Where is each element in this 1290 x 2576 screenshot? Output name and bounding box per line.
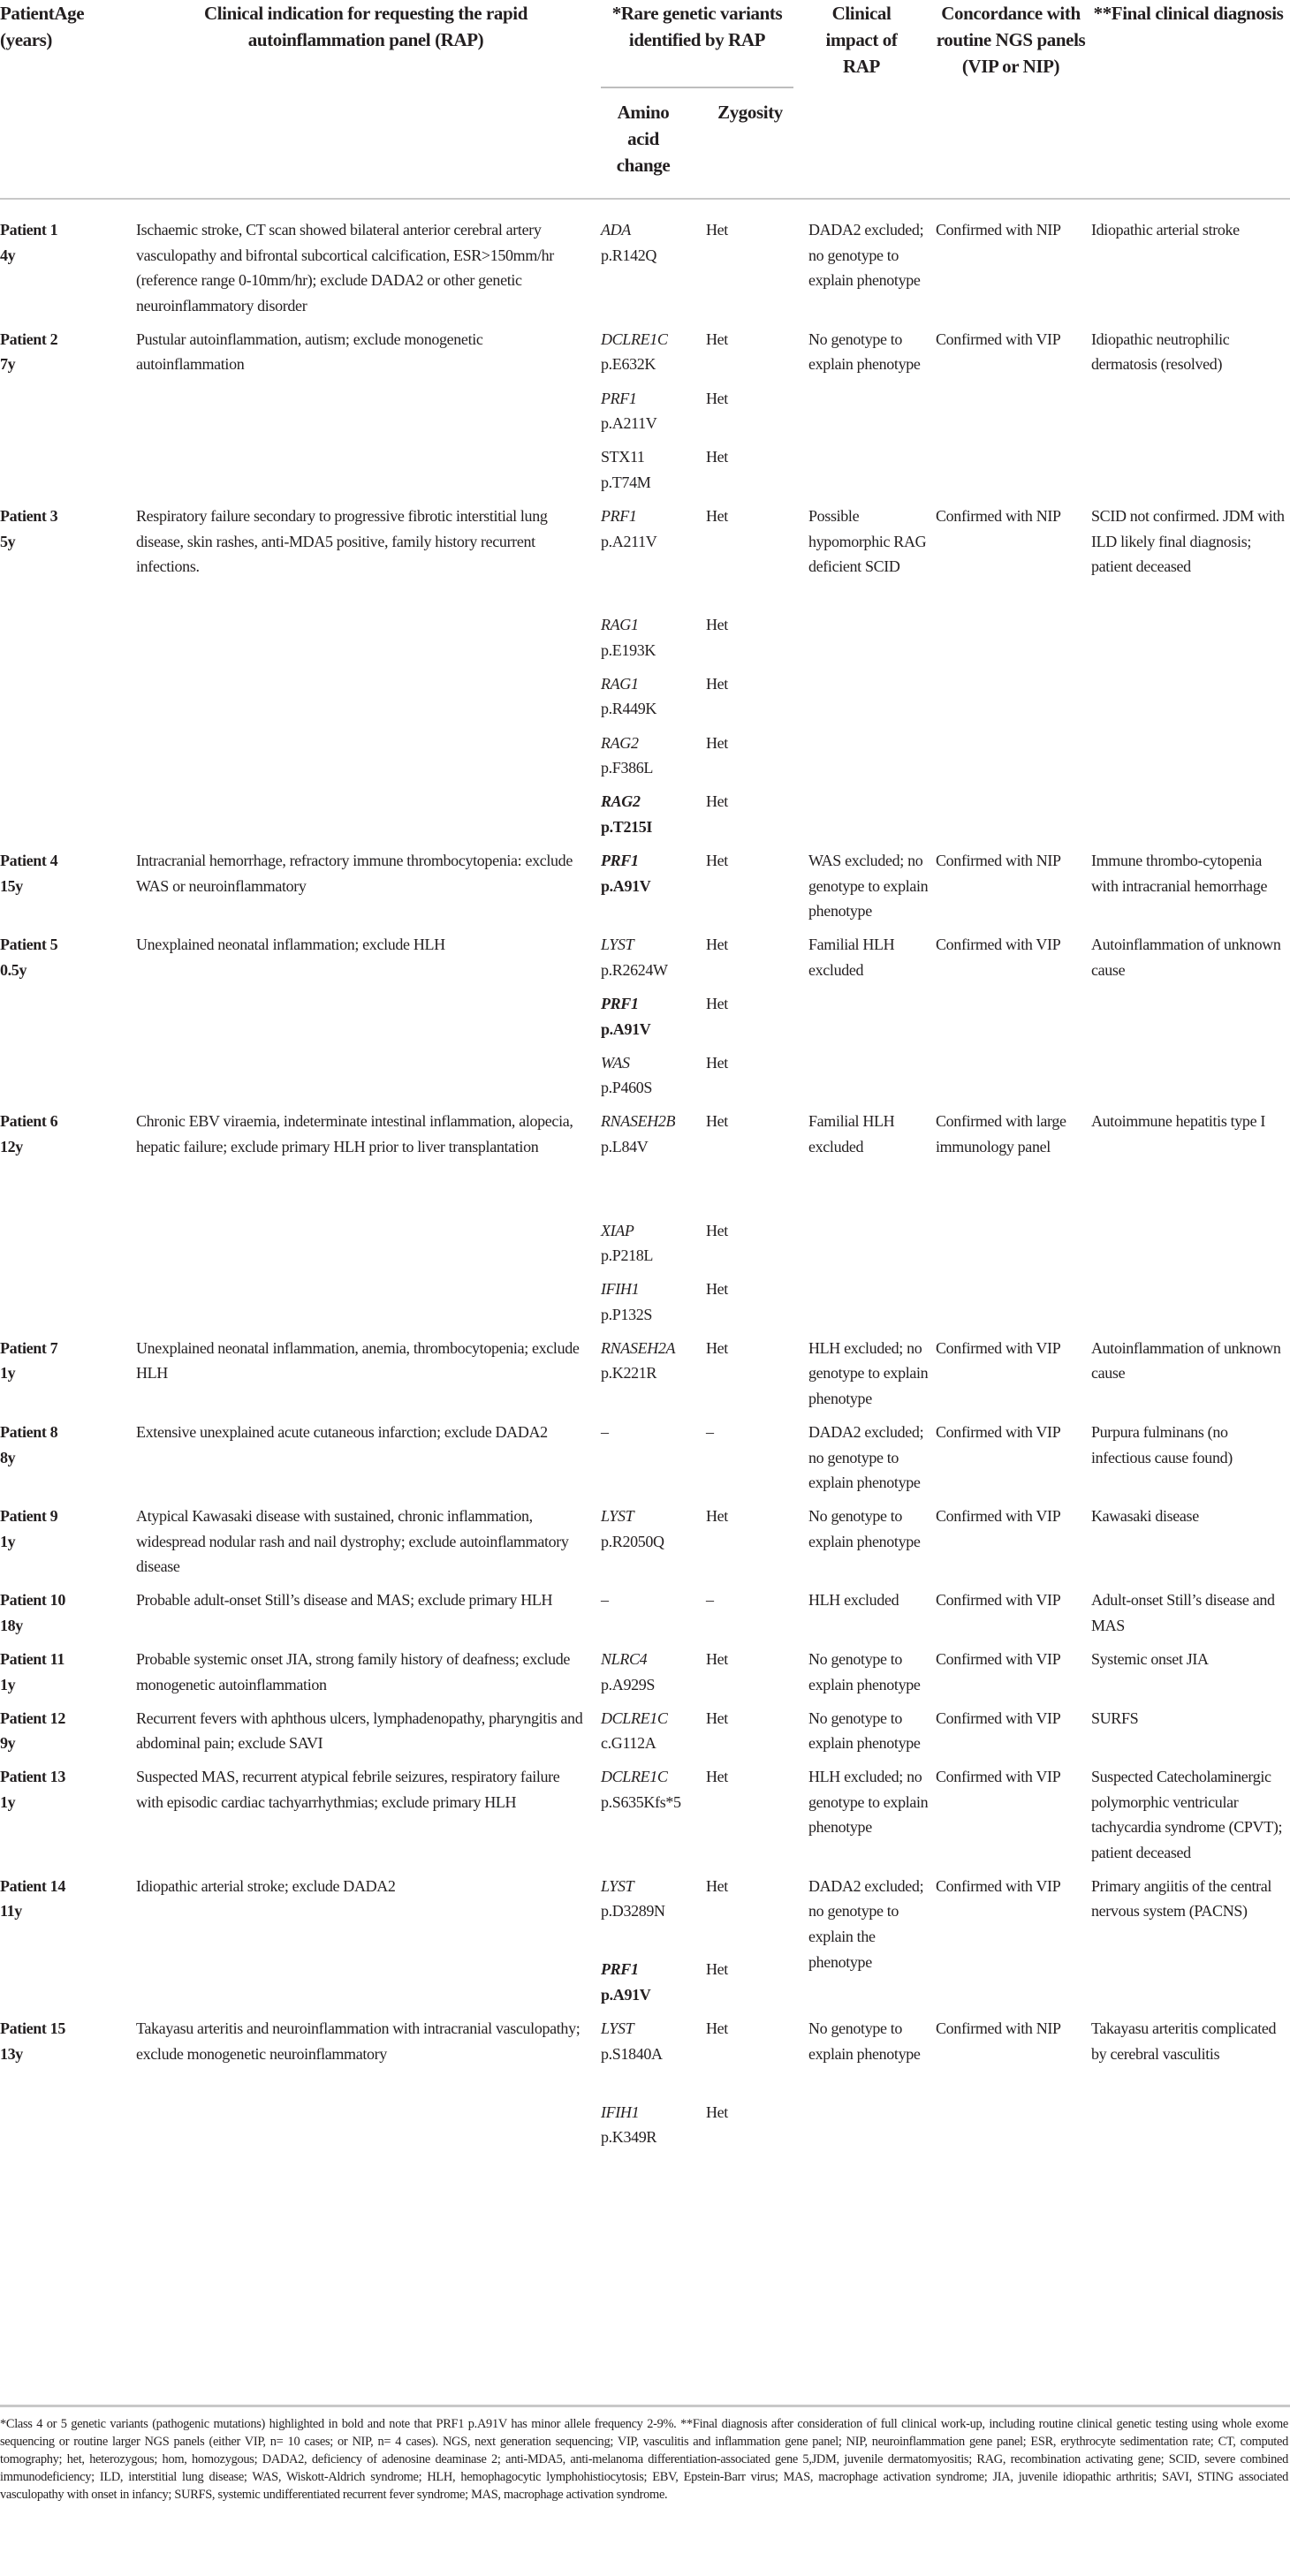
patient-cell xyxy=(0,1764,136,1865)
protein-change: p.R2624W xyxy=(601,960,668,979)
variants-cell xyxy=(601,327,808,496)
clinical-impact: Possible hypomorphic RAG deficient SCID xyxy=(808,506,927,576)
gene-name: ADA xyxy=(601,221,631,239)
amino-acid-change xyxy=(601,671,706,722)
protein-change: p.S1840A xyxy=(601,2044,663,2063)
gene-name: DCLRE1C xyxy=(601,1768,668,1786)
final-diagnosis: Takayasu arteritis complicated by cerebral vasculitis xyxy=(1091,2019,1277,2063)
table-row xyxy=(0,1109,1290,1336)
protein-change: p.A91V xyxy=(601,1986,651,2004)
amino-acid-change xyxy=(601,444,706,495)
zygosity: Het xyxy=(706,1280,728,1299)
zygosity: Het xyxy=(706,1649,728,1668)
zygosity: Het xyxy=(706,674,728,693)
clinical-impact: DADA2 excluded; no genotype to explain the phenotype xyxy=(808,1876,924,1971)
patient-cell xyxy=(0,848,136,924)
amino-acid-change xyxy=(601,1587,706,1638)
final-diagnosis: Idiopathic arterial stroke xyxy=(1091,221,1240,239)
gene-name: LYST xyxy=(601,2019,634,2038)
table-row xyxy=(0,2016,1290,2158)
patient-label: Patient 7 xyxy=(0,1338,58,1357)
variant-entry xyxy=(601,1277,808,1327)
ngs-concordance: Confirmed with VIP xyxy=(936,1423,1061,1442)
patient-label: Patient 6 xyxy=(0,1112,58,1131)
variant-entry xyxy=(601,1050,808,1101)
header-impact: Clinical impact of RAP xyxy=(825,3,898,77)
variant-entry xyxy=(601,1957,808,2007)
clinical-indication: Pustular autoinflammation, autism; exclude monogenetic autoinflammation xyxy=(136,330,483,374)
zygosity: Het xyxy=(706,1768,728,1786)
ngs-concordance: Confirmed with VIP xyxy=(936,936,1061,954)
table-footnote: *Class 4 or 5 genetic variants (pathogenic mutations) highlighted in bold and note that PRF1 p.A91V has minor allele frequency 2-9%. **Final diagnosis after consideration of full clinical work-up, including routine clinical genetic testing using whole exome sequencing or routine larger NGS panels (either VIP, n= 10 cases; or NIP, n= 4 cases). NGS, next generation sequencing; VIP, vasculitis and inflammation gene panel; NIP, neuroinflammation gene panel; ESR, erythrocyte sedimentation rate; CT, computed tomography; het, heterozygous; hom, homozygous; DADA2, deficiency of adenosine deaminase 2; anti-MDA5, anti-melanoma differentiation-associated gene 5,JDM, juvenile dermatomyositis; RAG, recombination activating gene; SCID, severe combined immunodeficiency; ILD, interstitial lung disease; WAS, Wiskott-Aldrich syndrome; HLH, hemophagocytic lymphohistiocytosis; EBV, Epstein-Barr virus; MAS, macrophage activation syndrome; JIA, juvenile idiopathic arthritis; SAVI, STING associated vasculopathy with onset in infancy; SURFS, systemic undifferentiated recurrent fever syndrome; MAS, macrophage activation syndrome. xyxy=(0,2417,1288,2502)
variant-entry xyxy=(601,504,808,604)
header-patient-age: PatientAge (years) xyxy=(0,3,85,50)
clinical-impact: No genotype to explain phenotype xyxy=(808,1649,921,1693)
protein-change: p.A211V xyxy=(601,414,657,433)
zygosity: Het xyxy=(706,2019,728,2038)
header-diagnosis: **Final clinical diagnosis xyxy=(1093,3,1284,24)
ngs-concordance: Confirmed with large immunology panel xyxy=(936,1112,1066,1155)
variant-entry xyxy=(601,217,808,268)
clinical-indication: Probable adult-onset Still’s disease and MAS; exclude primary HLH xyxy=(136,1591,553,1610)
table-row xyxy=(0,1764,1290,1874)
clinical-indication: Suspected MAS, recurrent atypical febrile seizures, respiratory failure with episodic cardiac tachyarrhythmias; exclude primary HLH xyxy=(136,1768,560,1811)
amino-acid-change xyxy=(601,1874,706,1949)
zygosity: Het xyxy=(706,1221,728,1239)
patient-label: Patient 5 xyxy=(0,936,58,954)
amino-acid-change xyxy=(601,1764,706,1815)
protein-change: p.K349R xyxy=(601,2128,657,2147)
gene-name: – xyxy=(601,1423,609,1442)
protein-change: p.R142Q xyxy=(601,246,657,264)
ngs-concordance: Confirmed with VIP xyxy=(936,1338,1061,1357)
table-header xyxy=(0,0,1290,200)
gene-name: IFIH1 xyxy=(601,1280,640,1299)
variants-cell xyxy=(601,1587,808,1638)
final-diagnosis: Autoinflammation of unknown cause xyxy=(1091,1338,1281,1383)
amino-acid-change xyxy=(601,327,706,377)
protein-change: p.L84V xyxy=(601,1137,649,1155)
zygosity: Het xyxy=(706,389,728,407)
amino-acid-change xyxy=(601,2100,706,2150)
variants-cell xyxy=(601,217,808,318)
protein-change: p.F386L xyxy=(601,759,654,777)
final-diagnosis: Kawasaki disease xyxy=(1091,1507,1199,1526)
header-amino-acid: Amino acid change xyxy=(616,102,671,176)
final-diagnosis: Autoimmune hepatitis type I xyxy=(1091,1112,1266,1131)
patient-age: 11y xyxy=(0,1902,22,1921)
gene-name: RAG2 xyxy=(601,792,641,811)
clinical-indication: Chronic EBV viraemia, indeterminate intestinal inflammation, alopecia, hepatic failure; exclude primary HLH prior to liver transplantation xyxy=(136,1112,573,1155)
variant-entry xyxy=(601,1504,808,1554)
patient-age: 8y xyxy=(0,1448,16,1466)
zygosity: Het xyxy=(706,2102,728,2121)
table-bottom-divider xyxy=(0,2405,1290,2407)
zygosity: Het xyxy=(706,448,728,466)
protein-change: p.P218L xyxy=(601,1246,654,1265)
table-row xyxy=(0,1647,1290,1706)
protein-change: p.R449K xyxy=(601,700,657,718)
patient-age: 15y xyxy=(0,876,23,895)
zygosity: Het xyxy=(706,1053,728,1072)
gene-name: PRF1 xyxy=(601,994,639,1012)
patient-cell xyxy=(0,2016,136,2150)
variant-entry xyxy=(601,1587,808,1638)
protein-change: p.A91V xyxy=(601,1019,651,1038)
table-row xyxy=(0,217,1290,327)
table-row xyxy=(0,1420,1290,1504)
clinical-impact: HLH excluded; no genotype to explain phenotype xyxy=(808,1338,929,1408)
variant-entry xyxy=(601,848,808,898)
protein-change: p.P132S xyxy=(601,1305,653,1323)
clinical-impact: No genotype to explain phenotype xyxy=(808,2019,921,2063)
patient-age: 18y xyxy=(0,1616,23,1634)
header-indication: Clinical indication for requesting the rapid autoinflammation panel (RAP) xyxy=(203,3,528,50)
amino-acid-change xyxy=(601,731,706,781)
patient-cell xyxy=(0,504,136,840)
patient-label: Patient 15 xyxy=(0,2019,65,2038)
amino-acid-change xyxy=(601,217,706,268)
clinical-indication: Respiratory failure secondary to progressive fibrotic interstitial lung disease, skin rashes, anti-MDA5 positive, family history recurrent infections. xyxy=(136,506,548,576)
amino-acid-change xyxy=(601,1420,706,1470)
gene-name: RAG2 xyxy=(601,733,639,752)
ngs-concordance: Confirmed with NIP xyxy=(936,852,1061,870)
amino-acid-change xyxy=(601,848,706,898)
protein-change: p.E193K xyxy=(601,640,656,659)
patient-age: 1y xyxy=(0,1792,16,1811)
gene-name: RAG1 xyxy=(601,674,639,693)
patient-label: Patient 10 xyxy=(0,1591,65,1610)
ngs-concordance: Confirmed with VIP xyxy=(936,330,1061,348)
gene-name: – xyxy=(601,1591,609,1610)
variants-cell xyxy=(601,1706,808,1756)
clinical-indication: Idiopathic arterial stroke; exclude DADA2 xyxy=(136,1876,396,1895)
zygosity: – xyxy=(706,1591,714,1610)
protein-change: p.T74M xyxy=(601,473,651,491)
variants-cell xyxy=(601,1874,808,2008)
gene-name: LYST xyxy=(601,1507,634,1526)
patient-age: 0.5y xyxy=(0,960,27,979)
variant-entry xyxy=(601,1647,808,1697)
protein-change: p.P460S xyxy=(601,1079,653,1097)
final-diagnosis: Systemic onset JIA xyxy=(1091,1649,1209,1668)
variants-cell xyxy=(601,504,808,840)
patient-age: 13y xyxy=(0,2044,23,2063)
clinical-indication: Unexplained neonatal inflammation, anemia, thrombocytopenia; exclude HLH xyxy=(136,1338,580,1383)
patient-age: 4y xyxy=(0,246,16,264)
table-row xyxy=(0,1504,1290,1587)
final-diagnosis: Primary angiitis of the central nervous system (PACNS) xyxy=(1091,1876,1272,1921)
header-rare-variants: *Rare genetic variants identified by RAP xyxy=(611,3,783,50)
ngs-concordance: Confirmed with NIP xyxy=(936,221,1061,239)
clinical-impact: No genotype to explain phenotype xyxy=(808,330,921,374)
variant-entry xyxy=(601,2100,808,2150)
patient-age: 9y xyxy=(0,1734,16,1753)
gene-name: XIAP xyxy=(601,1221,634,1239)
variant-entry xyxy=(601,1874,808,1949)
amino-acid-change xyxy=(601,1647,706,1697)
header-concordance: Concordance with routine NGS panels (VIP or NIP) xyxy=(936,3,1086,77)
zygosity: Het xyxy=(706,616,728,634)
protein-change: p.A929S xyxy=(601,1675,656,1693)
protein-change: p.D3289N xyxy=(601,1902,665,1921)
variants-cell xyxy=(601,932,808,1101)
clinical-indication: Takayasu arteritis and neuroinflammation with intracranial vasculopathy; exclude monogenetic neuroinflammatory xyxy=(136,2019,580,2063)
patient-age: 1y xyxy=(0,1532,16,1550)
zygosity: Het xyxy=(706,506,728,525)
patient-label: Patient 8 xyxy=(0,1423,58,1442)
variants-cell xyxy=(601,1420,808,1496)
patient-label: Patient 12 xyxy=(0,1708,65,1727)
clinical-indication: Extensive unexplained acute cutaneous infarction; exclude DADA2 xyxy=(136,1423,548,1442)
ngs-concordance: Confirmed with VIP xyxy=(936,1591,1061,1610)
amino-acid-change xyxy=(601,1109,706,1209)
ngs-concordance: Confirmed with VIP xyxy=(936,1708,1061,1727)
gene-name: DCLRE1C xyxy=(601,1708,668,1727)
header-divider xyxy=(0,198,1290,200)
zygosity: Het xyxy=(706,1338,728,1357)
table-row xyxy=(0,327,1290,504)
clinical-indication: Unexplained neonatal inflammation; exclude HLH xyxy=(136,936,445,954)
gene-name: PRF1 xyxy=(601,1960,639,1979)
variant-entry xyxy=(601,671,808,722)
zygosity: Het xyxy=(706,994,728,1012)
final-diagnosis: Idiopathic neutrophilic dermatosis (resolved) xyxy=(1091,330,1230,374)
variants-cell xyxy=(601,2016,808,2150)
amino-acid-change xyxy=(601,789,706,839)
patient-cell xyxy=(0,217,136,318)
protein-change: p.E632K xyxy=(601,355,656,374)
table-row xyxy=(0,1874,1290,2016)
table-row xyxy=(0,504,1290,848)
amino-acid-change xyxy=(601,1277,706,1327)
zygosity: Het xyxy=(706,936,728,954)
patient-label: Patient 11 xyxy=(0,1649,64,1668)
patient-age: 12y xyxy=(0,1137,23,1155)
ngs-concordance: Confirmed with NIP xyxy=(936,506,1061,525)
clinical-impact: Familial HLH excluded xyxy=(808,936,895,979)
gene-name: RAG1 xyxy=(601,616,639,634)
protein-change: c.G112A xyxy=(601,1734,656,1753)
patient-cell xyxy=(0,932,136,1101)
patient-cell xyxy=(0,1587,136,1638)
patient-label: Patient 2 xyxy=(0,330,58,348)
table-row xyxy=(0,1706,1290,1765)
zygosity: Het xyxy=(706,330,728,348)
table-row xyxy=(0,1587,1290,1647)
amino-acid-change xyxy=(601,1336,706,1386)
variant-entry xyxy=(601,2016,808,2091)
final-diagnosis: SCID not confirmed. JDM with ILD likely final diagnosis; patient deceased xyxy=(1091,506,1285,576)
variant-entry xyxy=(601,991,808,1042)
protein-change: p.S635Kfs*5 xyxy=(601,1792,681,1811)
zygosity: Het xyxy=(706,1708,728,1727)
variant-entry xyxy=(601,1420,808,1470)
variant-entry xyxy=(601,612,808,663)
ngs-concordance: Confirmed with NIP xyxy=(936,2019,1061,2038)
amino-acid-change xyxy=(601,612,706,663)
gene-name: NLRC4 xyxy=(601,1649,648,1668)
protein-change: p.A91V xyxy=(601,876,651,895)
clinical-impact: No genotype to explain phenotype xyxy=(808,1507,921,1550)
variants-cell xyxy=(601,1647,808,1697)
zygosity: Het xyxy=(706,1507,728,1526)
zygosity: Het xyxy=(706,221,728,239)
patient-label: Patient 1 xyxy=(0,221,58,239)
variant-entry xyxy=(601,327,808,377)
variant-entry xyxy=(601,932,808,982)
ngs-concordance: Confirmed with VIP xyxy=(936,1649,1061,1668)
gene-name: PRF1 xyxy=(601,389,637,407)
table-row xyxy=(0,848,1290,932)
patient-cell xyxy=(0,327,136,496)
zygosity: – xyxy=(706,1423,714,1442)
amino-acid-change xyxy=(601,1050,706,1101)
patient-age: 5y xyxy=(0,532,16,550)
patient-cell xyxy=(0,1706,136,1756)
gene-name: PRF1 xyxy=(601,506,637,525)
patient-cell xyxy=(0,1336,136,1412)
variants-cell xyxy=(601,1504,808,1580)
patient-cell xyxy=(0,1420,136,1496)
gene-name: DCLRE1C xyxy=(601,330,668,348)
gene-name: LYST xyxy=(601,936,634,954)
amino-acid-change xyxy=(601,2016,706,2091)
patient-age: 7y xyxy=(0,355,16,374)
gene-name: RNASEH2A xyxy=(601,1338,676,1357)
variants-cell xyxy=(601,1764,808,1865)
zygosity: Het xyxy=(706,733,728,752)
zygosity: Het xyxy=(706,852,728,870)
amino-acid-change xyxy=(601,991,706,1042)
ngs-concordance: Confirmed with VIP xyxy=(936,1768,1061,1786)
patient-age: 1y xyxy=(0,1675,16,1693)
variant-entry xyxy=(601,789,808,839)
clinical-impact: DADA2 excluded; no genotype to explain phenotype xyxy=(808,1423,924,1492)
amino-acid-change xyxy=(601,932,706,982)
variants-cell xyxy=(601,1336,808,1412)
variant-entry xyxy=(601,1218,808,1269)
final-diagnosis: Immune thrombo-cytopenia with intracranial hemorrhage xyxy=(1091,852,1268,895)
clinical-impact: HLH excluded xyxy=(808,1591,899,1610)
amino-acid-change xyxy=(601,386,706,436)
final-diagnosis: SURFS xyxy=(1091,1708,1139,1727)
zygosity: Het xyxy=(706,1112,728,1131)
variant-entry xyxy=(601,444,808,495)
protein-change: p.A211V xyxy=(601,532,657,550)
protein-change: p.R2050Q xyxy=(601,1532,664,1550)
header-zygosity: Zygosity xyxy=(717,102,783,123)
variants-cell xyxy=(601,1109,808,1327)
variant-entry xyxy=(601,1706,808,1756)
gene-name: STX11 xyxy=(601,448,645,466)
amino-acid-change xyxy=(601,1706,706,1756)
patient-label: Patient 9 xyxy=(0,1507,58,1526)
patient-label: Patient 3 xyxy=(0,506,58,525)
clinical-impact: DADA2 excluded; no genotype to explain phenotype xyxy=(808,221,924,290)
clinical-impact: No genotype to explain phenotype xyxy=(808,1708,921,1753)
ngs-concordance: Confirmed with VIP xyxy=(936,1876,1061,1895)
clinical-impact: HLH excluded; no genotype to explain phenotype xyxy=(808,1768,929,1837)
clinical-indication: Ischaemic stroke, CT scan showed bilateral anterior cerebral artery vasculopathy and bifrontal subcortical calcification, ESR>150mm/hr (reference range 0-10mm/hr); exclude DADA2 or other genetic neuroinflammatory disorder xyxy=(136,221,554,314)
amino-acid-change xyxy=(601,504,706,604)
zygosity: Het xyxy=(706,792,728,811)
final-diagnosis: Autoinflammation of unknown cause xyxy=(1091,936,1281,979)
table-row xyxy=(0,932,1290,1109)
variant-entry xyxy=(601,731,808,781)
variant-entry xyxy=(601,1109,808,1209)
patient-label: Patient 13 xyxy=(0,1768,65,1786)
header-span-rule xyxy=(601,87,793,88)
amino-acid-change xyxy=(601,1218,706,1269)
clinical-impact: Familial HLH excluded xyxy=(808,1112,895,1155)
protein-change: p.K221R xyxy=(601,1364,657,1383)
gene-name: PRF1 xyxy=(601,852,639,870)
patient-age: 1y xyxy=(0,1364,16,1383)
ngs-concordance: Confirmed with VIP xyxy=(936,1507,1061,1526)
amino-acid-change xyxy=(601,1504,706,1554)
table-row xyxy=(0,1336,1290,1420)
gene-name: RNASEH2B xyxy=(601,1112,676,1131)
clinical-impact: WAS excluded; no genotype to explain phenotype xyxy=(808,852,929,921)
protein-change: p.T215I xyxy=(601,818,653,837)
final-diagnosis: Purpura fulminans (no infectious cause found) xyxy=(1091,1423,1233,1466)
variant-entry xyxy=(601,1764,808,1815)
patient-cell xyxy=(0,1647,136,1697)
gene-name: WAS xyxy=(601,1053,630,1072)
clinical-indication: Recurrent fevers with aphthous ulcers, lymphadenopathy, pharyngitis and abdominal pain; exclude SAVI xyxy=(136,1708,583,1753)
table-body xyxy=(0,217,1290,2158)
variants-cell xyxy=(601,848,808,924)
variant-entry xyxy=(601,386,808,436)
final-diagnosis: Suspected Catecholaminergic polymorphic ventricular tachycardia syndrome (CPVT); patient deceased xyxy=(1091,1768,1283,1861)
clinical-indication: Intracranial hemorrhage, refractory immune thrombocytopenia: exclude WAS or neuroinflammatory xyxy=(136,852,573,895)
variant-entry xyxy=(601,1336,808,1386)
final-diagnosis: Adult-onset Still’s disease and MAS xyxy=(1091,1591,1275,1634)
amino-acid-change xyxy=(601,1957,706,2007)
patient-label: Patient 14 xyxy=(0,1876,65,1895)
gene-name: IFIH1 xyxy=(601,2102,640,2121)
clinical-indication: Atypical Kawasaki disease with sustained, chronic inflammation, widespread nodular rash and nail dystrophy; exclude autoinflammatory disease xyxy=(136,1507,569,1576)
patient-cell xyxy=(0,1874,136,2008)
patient-cell xyxy=(0,1504,136,1580)
zygosity: Het xyxy=(706,1876,728,1895)
patient-label: Patient 4 xyxy=(0,852,58,870)
patient-cell xyxy=(0,1109,136,1327)
clinical-indication: Probable systemic onset JIA, strong family history of deafness; exclude monogenetic autoinflammation xyxy=(136,1649,571,1693)
zygosity: Het xyxy=(706,1960,728,1979)
gene-name: LYST xyxy=(601,1876,634,1895)
